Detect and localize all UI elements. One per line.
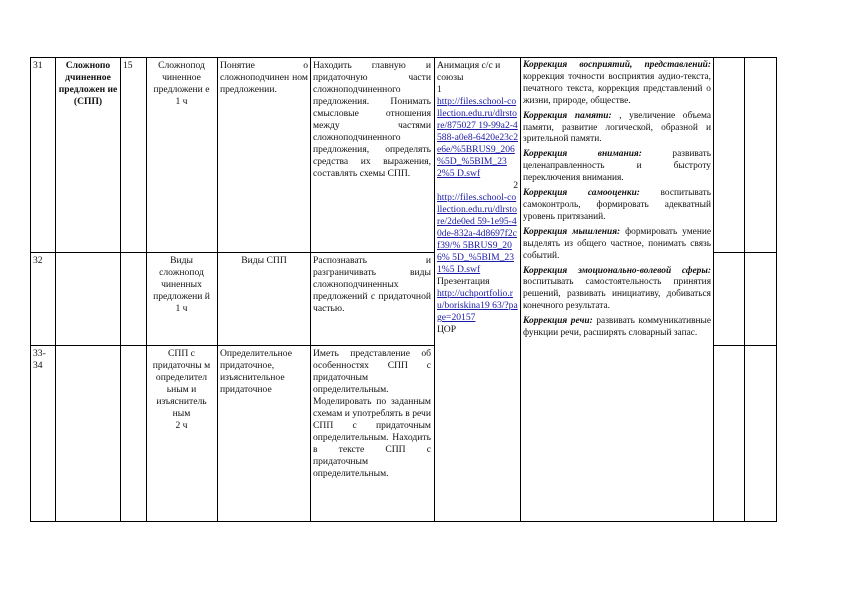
correction-text: воспитывать самоконтроль, формировать адекватный уровень притязаний. <box>523 188 711 222</box>
row-divider-31-32 <box>30 252 434 253</box>
col-border-0 <box>30 57 31 522</box>
correction-item <box>523 316 711 340</box>
col-border-6 <box>434 57 435 522</box>
col-border-10 <box>776 57 777 522</box>
resources-intro: Анимация с/с и союзы <box>437 60 501 83</box>
correction-title: Коррекция внимания: <box>523 149 642 160</box>
col-border-5 <box>310 57 311 522</box>
cor-label: ЦОР <box>437 324 457 335</box>
section-hours: 15 <box>123 60 133 71</box>
resource-link[interactable]: http://files.school-collection.edu.ru/dlrstore/2de0ed 59-1e95-40de-832a-4d8697f2cf39/% 5BRUS9_206% 5D_%5BIM_231%5 D.swf <box>437 192 517 275</box>
lesson-activities: Находить главную и придаточную части сложноподчиненного предложения. Понимать смысловые отношения между частями сложноподчиненного предложения, определять средства их выражения, составлять схемы СПП. <box>313 60 431 179</box>
correction-title: Коррекция самооценки: <box>523 188 640 199</box>
correction-text: формировать умение выделять из общего частное, понимать связь событий. <box>523 226 712 261</box>
col-border-9 <box>744 57 745 522</box>
correction-text: , увеличение объема памяти, развитие логической, образной и зрительной памяти. <box>523 110 712 145</box>
correction-text: коррекция точности восприятия аудио-текста, печатного текста, коррекция представлений о жизни, природе, обществе. <box>523 71 711 106</box>
correction-item <box>523 188 711 224</box>
row-number: 33-34 <box>33 348 46 371</box>
lesson-hours: 1 ч <box>175 96 188 107</box>
resources-cell <box>437 60 518 336</box>
resource-number: 2 <box>513 180 518 191</box>
table-border-top <box>30 57 776 58</box>
row-number: 32 <box>33 255 43 266</box>
col-border-2 <box>120 57 121 522</box>
col-border-4 <box>217 57 218 522</box>
correction-title: Коррекция памяти: <box>523 110 612 121</box>
correction-title: Коррекция эмоционально-волевой сферы: <box>523 265 711 276</box>
resource-link[interactable]: http://files.school-collection.edu.ru/dlrstore/875027 19-99a2-4588-a0e8-6420e23c2e6e/%5BRUS9_206 %5D_%5BIM_232%5 D.swf <box>437 96 518 179</box>
correction-text: развивать целенаправленность и быстроту переключения внимания. <box>523 149 712 184</box>
lesson-activities: Распознавать и разграничивать виды сложноподчиненных предложений с придаточной частью. <box>313 255 431 314</box>
col-border-1 <box>55 57 56 522</box>
lesson-title <box>147 255 216 315</box>
presentation-label: Презентация <box>437 276 490 287</box>
lesson-concepts: Понятие о сложноподчинен ном предложении. <box>220 60 308 95</box>
section-topic: Сложнопо дчиненное предложен ие (СПП) <box>58 60 118 107</box>
lesson-title <box>147 348 216 432</box>
correction-item <box>523 111 711 147</box>
correction-item <box>523 60 711 108</box>
correction-title: Коррекция мышления: <box>523 226 621 237</box>
lesson-title-text: Виды сложнопод чиненных предложени й <box>153 255 210 302</box>
table-border-bottom <box>30 521 776 522</box>
lesson-concepts: Виды СПП <box>241 255 287 266</box>
correction-title: Коррекция восприятий, представлений: <box>523 60 711 70</box>
correction-item <box>523 149 711 185</box>
correction-text: развивать коммуникативные функции речи, расширять словарный запас. <box>523 316 712 339</box>
correction-text: воспитывать самостоятельность принятия решений, развивать инициативу, добиваться конечного результата. <box>523 277 711 312</box>
lesson-hours: 2 ч <box>175 420 188 431</box>
col-border-7 <box>520 57 521 522</box>
lesson-title-text: СПП с придаточны м определител ьным и изъяснитель ным <box>152 348 211 419</box>
correction-cell <box>523 60 711 340</box>
lesson-hours: 1 ч <box>175 303 188 314</box>
lesson-concepts: Определительное придаточное, изъяснительное придаточное <box>220 348 292 395</box>
lesson-title-text: Сложнопод чиненное предложени е <box>153 60 210 95</box>
correction-item <box>523 266 711 314</box>
row-divider-32-33 <box>30 345 434 346</box>
correction-item <box>523 227 711 263</box>
presentation-link[interactable]: http://uchportfolio.ru/boriskina19 63/?page=20157 <box>437 288 518 323</box>
col-border-8 <box>713 57 714 522</box>
lesson-activities: Иметь представление об особенностях СПП с придаточным определительным. Моделировать по заданным схемам и употреблять в речи СПП с придаточным определительным. Находить в тексте СПП с придаточным определительным. <box>313 348 431 479</box>
correction-title: Коррекция речи: <box>523 316 593 327</box>
lesson-title <box>147 60 216 108</box>
resource-number: 1 <box>437 84 442 95</box>
row-number: 31 <box>33 60 43 71</box>
